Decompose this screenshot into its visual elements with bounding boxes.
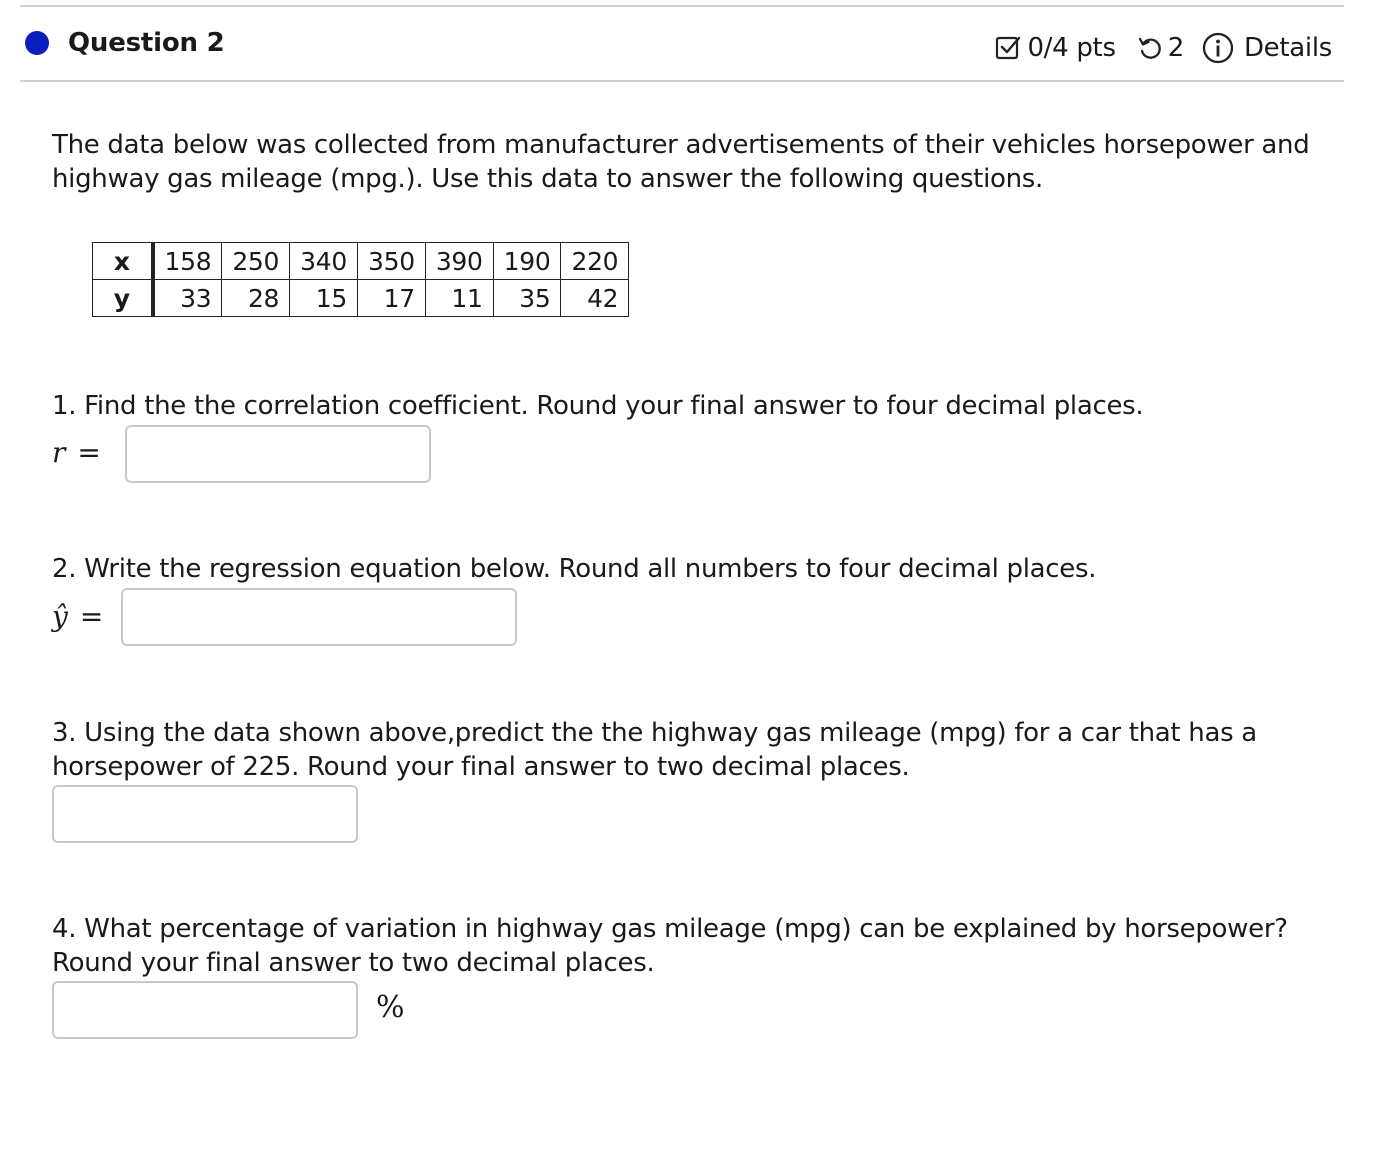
table-cell: 11 — [425, 280, 493, 317]
table-cell: 35 — [493, 280, 561, 317]
question-3-text: 3. Using the data shown above,predict the the highway gas mileage (mpg) for a car that has a horsepower of 225. Round your final answer to two decimal places. — [52, 718, 1257, 782]
data-table — [92, 242, 629, 317]
percent-unit: % — [376, 990, 405, 1025]
table-cell: 340 — [290, 243, 358, 280]
top-divider — [20, 5, 1344, 7]
y-hat-label — [52, 600, 103, 633]
table-cell: 15 — [290, 280, 358, 317]
table-cell: 190 — [493, 243, 561, 280]
percentage-answer-input[interactable] — [52, 981, 358, 1039]
table-cell: 28 — [222, 280, 290, 317]
question-1-text: 1. Find the the correlation coefficient. Round your final answer to four decimal places. — [52, 391, 1144, 421]
table-cell: 250 — [222, 243, 290, 280]
y-hat-variable: ŷ — [52, 600, 68, 633]
table-cell: 390 — [425, 243, 493, 280]
table-cell: 17 — [357, 280, 425, 317]
table-cell: 33 — [153, 280, 222, 317]
row-header-x: x — [93, 243, 153, 280]
question-4-text: 4. What percentage of variation in highway gas mileage (mpg) can be explained by horsepower? Round your final answer to two decimal places. — [52, 914, 1288, 978]
points-text: 0/4 pts — [1027, 33, 1116, 63]
regression-answer-input[interactable] — [121, 588, 517, 646]
attempts-count: 2 — [1167, 33, 1184, 63]
question-intro: The data below was collected from manufacturer advertisements of their vehicles horsepower and highway gas mileage (mpg.). Use this data to answer the following questions. — [52, 130, 1310, 194]
question-header — [22, 20, 1332, 72]
retry-icon — [1138, 36, 1162, 60]
table-cell: 42 — [561, 280, 629, 317]
table-cell: 158 — [153, 243, 222, 280]
equals-sign: = — [77, 436, 101, 469]
info-icon[interactable] — [1202, 32, 1234, 64]
r-label — [52, 436, 101, 469]
question-status-dot — [25, 31, 49, 55]
table-row-x — [93, 243, 629, 280]
details-link[interactable]: Details — [1243, 33, 1332, 63]
table-cell: 350 — [357, 243, 425, 280]
checkbox-icon — [995, 35, 1021, 61]
r-variable: r — [52, 436, 66, 469]
equals-sign: = — [79, 600, 104, 633]
header-divider — [20, 80, 1344, 82]
row-header-y: y — [93, 280, 153, 317]
question-title: Question 2 — [68, 28, 225, 58]
prediction-answer-input[interactable] — [52, 785, 358, 843]
question-meta — [995, 28, 1332, 68]
question-2-text: 2. Write the regression equation below. Round all numbers to four decimal places. — [52, 554, 1097, 584]
r-answer-input[interactable] — [125, 425, 431, 483]
table-row-y — [93, 280, 629, 317]
table-cell: 220 — [561, 243, 629, 280]
